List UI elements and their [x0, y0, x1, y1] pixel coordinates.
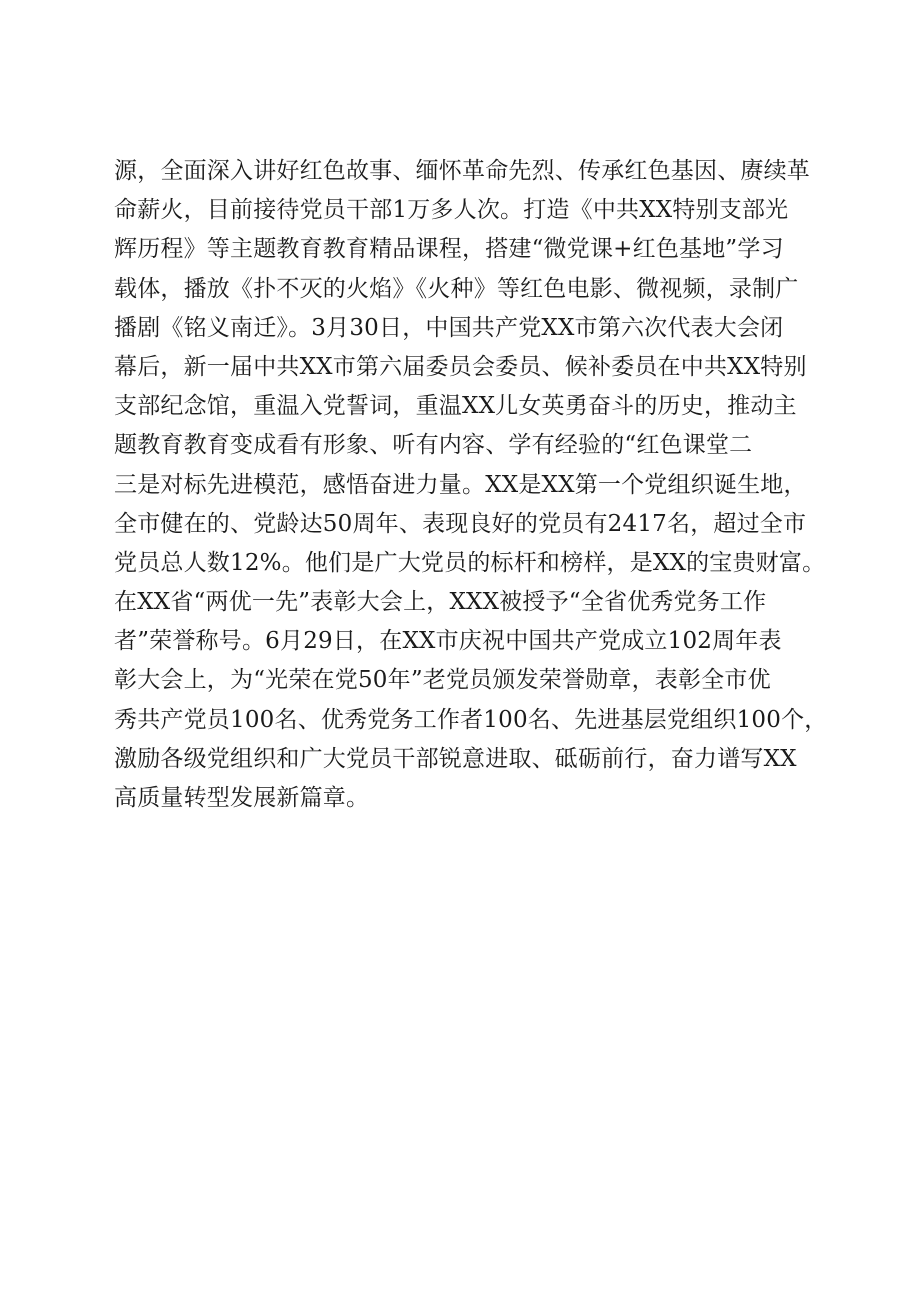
text-line: 全市健在的、党龄达50周年、表现良好的党员有2417名，超过全市 [114, 510, 807, 537]
body-text [114, 152, 828, 818]
text-line: 播剧《铭义南迁》。3月30日，中国共产党XX市第六次代表大会闭 [114, 314, 784, 341]
text-line: 命薪火，目前接待党员干部1万多人次。打造《中共XX特别支部光 [114, 197, 789, 224]
text-line: 激励各级党组织和广大党员干部锐意进取、砥砺前行，奋力谱写XX [114, 745, 797, 772]
text-line: 秀共产党员100名、优秀党务工作者100名、先进基层党组织100个， [114, 706, 828, 733]
text-line: 高质量转型发展新篇章。 [114, 785, 370, 811]
text-line: 三是对标先进模范，感悟奋进力量。XX是XX第一个党组织诞生地， [114, 471, 807, 498]
text-line: 支部纪念馆，重温入党誓词，重温XX儿女英勇奋斗的历史，推动主 [114, 393, 797, 420]
text-line: 幕后，新一届中共XX市第六届委员会委员、候补委员在中共XX特别 [114, 353, 807, 380]
text-line: 题教育教育变成看有形象、听有内容、学有经验的“红色课堂二 [114, 432, 753, 459]
text-line: 载体，播放《扑不灭的火焰》《火种》等红色电影、微视频，录制广 [114, 275, 799, 302]
text-line: 源，全面深入讲好红色故事、缅怀革命先烈、传承红色基因、赓续革 [114, 158, 810, 184]
text-line: 党员总人数12%。他们是广大党员的标杆和榜样，是XX的宝贵财富。 [114, 549, 826, 576]
text-line: 者”荣誉称号。6月29日，在XX市庆祝中国共产党成立102周年表 [114, 628, 782, 655]
text-line: 在XX省“两优一先”表彰大会上，XXX被授予“全省优秀党务工作 [114, 589, 767, 616]
text-line: 彰大会上，为“光荣在党50年”老党员颁发荣誉勋章，表彰全市优 [114, 667, 771, 694]
text-line: 辉历程》等主题教育教育精品课程，搭建“微党课+红色基地”学习 [114, 236, 784, 263]
